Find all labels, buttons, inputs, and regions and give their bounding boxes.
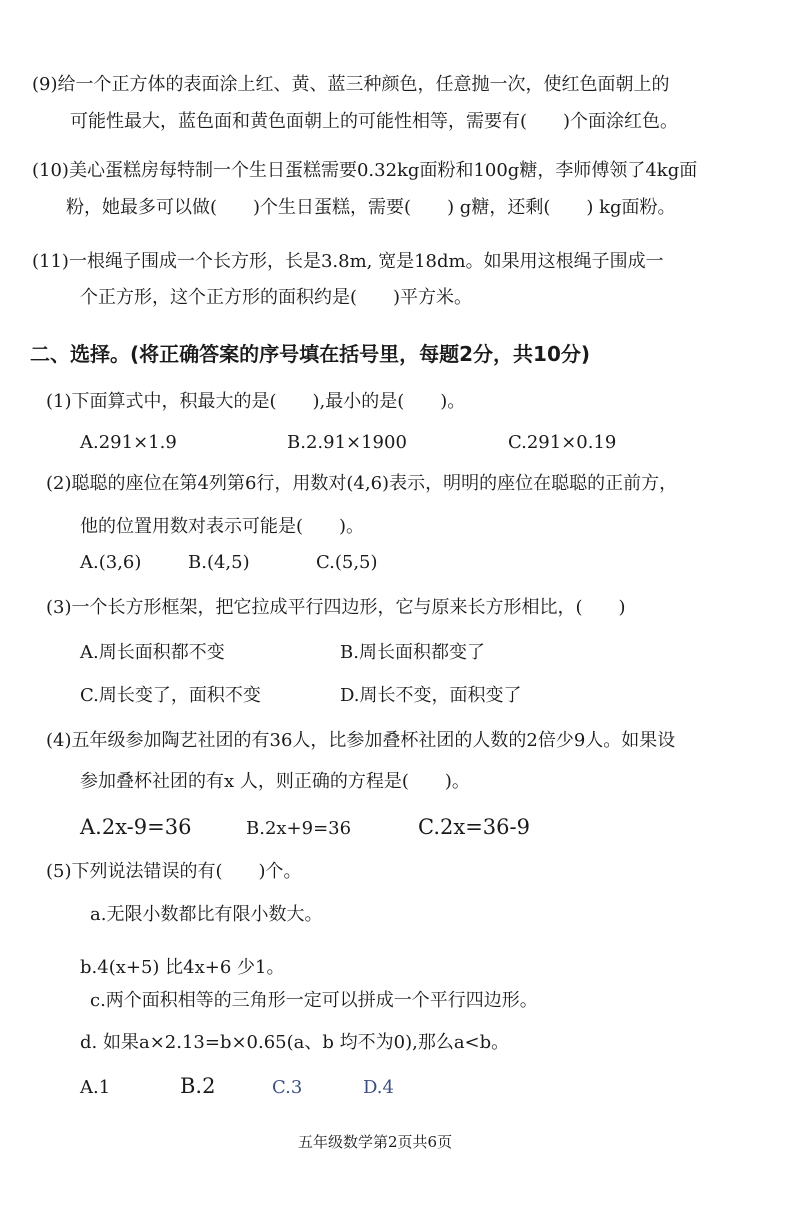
q11-line2: 个正方形，这个正方形的面积约是( )平方米。 (80, 287, 473, 308)
choice-q5-item-a: a.无限小数都比有限小数大。 (90, 904, 323, 925)
choice-q1-stem: (1)下面算式中，积最大的是( ),最小的是( )。 (46, 391, 466, 412)
q11-line1: (11)一根绳子围成一个长方形，长是3.8m, 宽是18dm。如果用这根绳子围成一 (32, 251, 664, 272)
choice-q5-item-d: d. 如果a×2.13=b×0.65(a、b 均不为0),那么a<b。 (80, 1032, 510, 1053)
choice-q4-line1: (4)五年级参加陶艺社团的有36人，比参加叠杯社团的人数的2倍少9人。如果设 (46, 730, 676, 751)
choice-q3-option-d: D.周长不变，面积变了 (340, 685, 522, 706)
choice-q2-option-b: B.(4,5) (188, 552, 250, 573)
choice-q2-line1: (2)聪聪的座位在第4列第6行，用数对(4,6)表示，明明的座位在聪聪的正前方， (46, 473, 678, 494)
choice-q5-option-d: D.4 (363, 1077, 394, 1098)
choice-q5-option-c: C.3 (272, 1077, 303, 1098)
choice-q3-stem: (3)一个长方形框架，把它拉成平行四边形，它与原来长方形相比，( ) (46, 597, 626, 618)
choice-q5-option-a: A.1 (80, 1077, 111, 1098)
choice-q2-option-a: A.(3,6) (80, 552, 142, 573)
q9-line1: (9)给一个正方体的表面涂上红、黄、蓝三种颜色，任意抛一次，使红色面朝上的 (32, 74, 670, 95)
choice-q5-item-b: b.4(x+5) 比4x+6 少1。 (80, 957, 285, 978)
choice-q5-option-b: B.2 (180, 1074, 216, 1098)
page-footer: 五年级数学第2页共6页 (298, 1133, 453, 1151)
choice-q2-option-c: C.(5,5) (316, 552, 378, 573)
q9-line2: 可能性最大，蓝色面和黄色面朝上的可能性相等，需要有( )个面涂红色。 (70, 111, 679, 132)
choice-q1-option-c: C.291×0.19 (508, 432, 617, 453)
choice-q4-line2: 参加叠杯社团的有x 人，则正确的方程是( )。 (80, 771, 470, 792)
choice-q3-option-b: B.周长面积都变了 (340, 642, 485, 663)
choice-q1-option-a: A.291×1.9 (80, 432, 177, 453)
section-heading: 二、选择。(将正确答案的序号填在括号里，每题2分，共10分) (30, 342, 591, 366)
q10-line1: (10)美心蛋糕房每特制一个生日蛋糕需要0.32kg面粉和100g糖，李师傅领了4kg面 (32, 160, 698, 181)
choice-q4-option-a: A.2x-9=36 (80, 815, 192, 839)
choice-q5-item-c: c.两个面积相等的三角形一定可以拼成一个平行四边形。 (90, 990, 538, 1011)
choice-q4-option-b: B.2x+9=36 (246, 818, 352, 839)
choice-q3-option-a: A.周长面积都不变 (80, 642, 225, 663)
choice-q1-option-b: B.2.91×1900 (287, 432, 407, 453)
choice-q4-option-c: C.2x=36-9 (418, 815, 530, 839)
choice-q2-line2: 他的位置用数对表示可能是( )。 (80, 516, 365, 537)
q10-line2: 粉，她最多可以做( )个生日蛋糕，需要( ) g糖，还剩( ) kg面粉。 (66, 197, 676, 218)
choice-q3-option-c: C.周长变了，面积不变 (80, 685, 261, 706)
choice-q5-stem: (5)下列说法错误的有( )个。 (46, 861, 302, 882)
